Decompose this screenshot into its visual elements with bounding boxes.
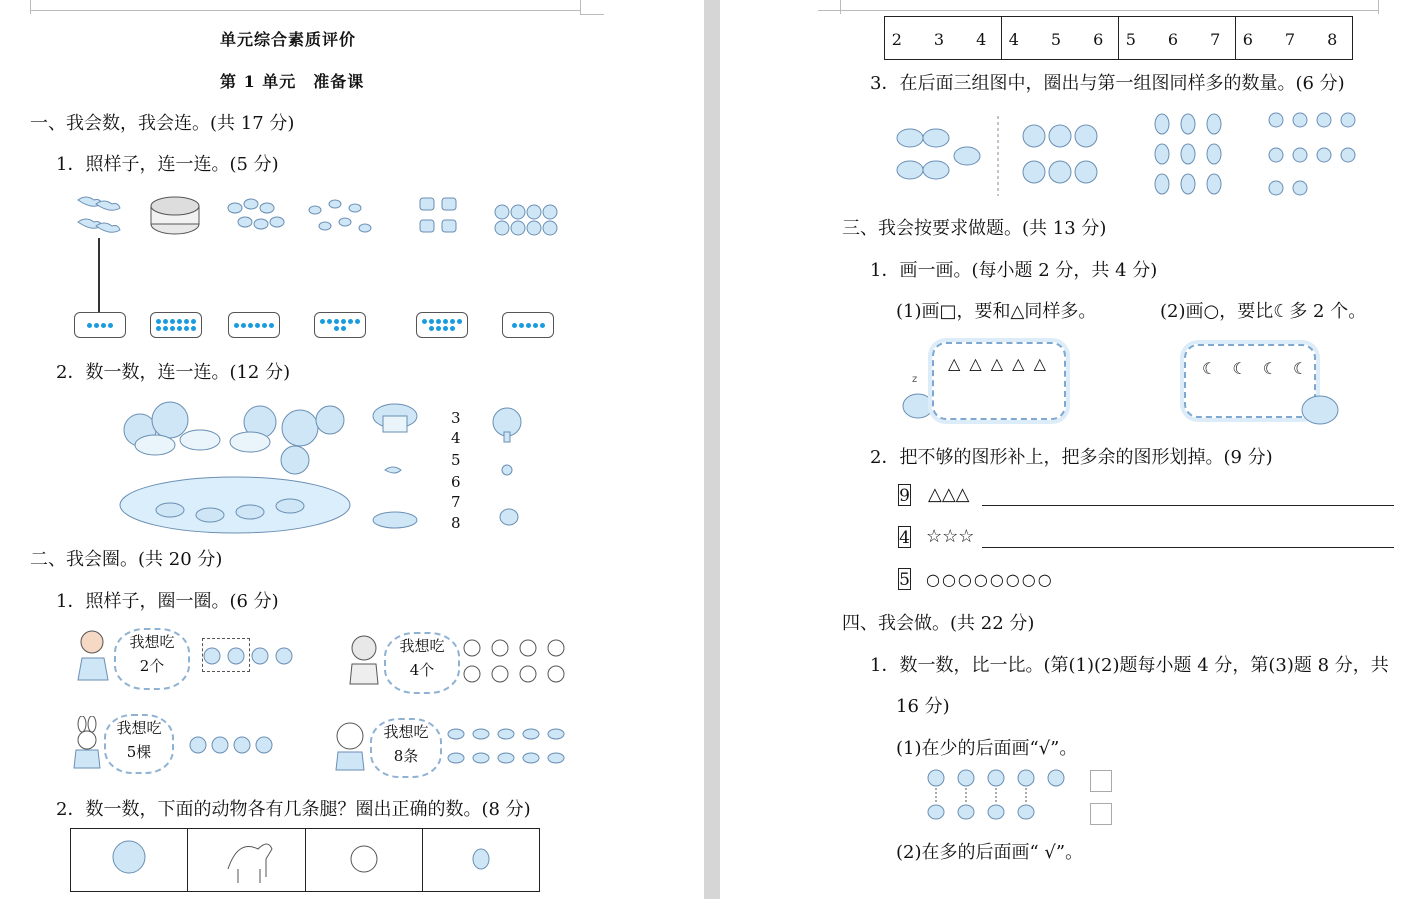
snail-icon [1269,113,1355,195]
answer-line[interactable] [982,505,1394,506]
question-text: (2)画○，要比☾多 2 个。 [1160,301,1367,322]
number-label[interactable]: 7 [451,493,461,511]
target-number: 4 [899,528,910,548]
speech-bubble [384,632,460,694]
svg-text:z: z [912,374,918,385]
triangle-row: △ △ △ △ △ [948,354,1048,373]
question-text: 1．照样子，圈一圈。(6 分) [56,591,279,612]
donut-icon [495,205,557,235]
speech-bubble [114,628,190,690]
chick-icon [502,465,512,475]
question-text: 2．数一数，下面的动物各有几条腿？圈出正确的数。(8 分) [56,799,531,820]
sleeping-animal-icon [900,364,934,426]
page-gutter [704,0,720,899]
rabbit-icon [70,716,104,772]
bubble-text: 我想吃 [116,719,162,737]
shape-row: △△△ [928,484,970,505]
dot-card[interactable] [416,312,468,338]
shape-row: ☆☆☆ [926,526,975,547]
bird-icon [78,197,120,232]
lily-pad-icon [373,512,417,528]
shape-row: ○○○○○○○○ [926,570,1054,589]
question-text: 2．把不够的图形补上，把多余的图形划掉。(9 分) [870,447,1273,468]
table-cell [422,829,539,892]
frog-icon [500,509,518,525]
bubble-text: 我想吃 [383,723,429,741]
legend-icons-right [485,402,535,532]
crop-mark [1378,0,1379,14]
section-heading: 四、我会做。(共 22 分) [842,613,1035,634]
crop-mark [580,14,604,15]
checkbox[interactable] [1090,770,1112,792]
number-choice-table [884,16,1353,60]
cloud-icon [897,129,980,179]
header-rule [30,10,580,11]
number-label[interactable]: 3 [451,409,461,427]
number-label[interactable]: 5 [451,451,461,469]
drawing-frame[interactable] [932,342,1066,420]
beetle-icon [423,829,539,887]
crop-mark [840,0,841,14]
turtle-icon [228,199,284,229]
fish-icon [446,724,572,772]
mushroom-icon [373,404,417,432]
cat-icon [1296,384,1344,428]
number-label[interactable]: 6 [451,473,461,491]
speech-bubble [370,718,442,778]
number-choice[interactable]: 5 6 7 [1119,17,1236,60]
sun-icon [928,770,1064,786]
bubble-text: 4个 [409,661,435,679]
target-number: 9 [899,486,910,506]
left-page [0,0,704,899]
crop-mark [30,0,31,14]
section-heading: 一、我会数，我会连。(共 17 分) [30,113,295,134]
ladybug-icon [306,829,422,887]
question-text: 1．照样子，连一连。(5 分) [56,154,279,175]
question-text: (1)在少的后面画“√”。 [896,738,1078,759]
jellyfish-icon [928,805,1034,819]
answer-line[interactable] [982,547,1394,548]
peach-icon [460,636,572,686]
table-cell [71,829,188,892]
section-heading: 三、我会按要求做题。(共 13 分) [842,218,1107,239]
comparison-groups [894,112,1364,202]
dot-card[interactable] [150,312,202,338]
animal-figure-icon [1155,114,1221,194]
question-text: 3．在后面三组图中，圈出与第一组图同样多的数量。(6 分) [870,73,1345,94]
number-choice[interactable]: 6 7 8 [1236,17,1353,60]
number-column [451,408,465,533]
right-page [720,0,1426,899]
number-choice[interactable]: 2 3 4 [885,17,1002,60]
question-text: (2)在多的后面画“ √”。 [896,842,1084,863]
number-label[interactable]: 8 [451,514,461,532]
dot-card[interactable] [74,312,126,338]
cat-icon [330,718,372,774]
compare-icons [926,766,1076,828]
girl-icon [74,628,114,684]
chick-icon [71,829,187,887]
dot-card[interactable] [314,312,366,338]
horse-icon [188,829,304,887]
dot-card[interactable] [502,312,554,338]
monkey-icon [344,632,384,688]
number-choice[interactable]: 4 5 6 [1002,17,1119,60]
table-cell [188,829,305,892]
unit-title: 第 1 单元 准备课 [220,72,365,91]
question-text: 2．数一数，连一连。(12 分) [56,362,291,383]
question-text: 16 分) [896,696,950,717]
header-rule [818,10,1378,11]
tree-icon [493,408,521,442]
dot-card[interactable] [228,312,280,338]
connecting-line [98,238,100,314]
target-number: 5 [899,570,910,590]
cabbage-icon [188,734,278,756]
bubble-text: 2个 [139,657,165,675]
forest-pond-scene [110,400,360,540]
page-title: 单元综合素质评价 [220,30,357,49]
number-label[interactable]: 4 [451,429,461,447]
question-text: 1．画一画。(每小题 2 分，共 4 分) [870,260,1158,281]
cup-icon [420,198,456,232]
checkbox[interactable] [1090,803,1112,825]
table-cell [305,829,422,892]
candy-icon [309,200,371,232]
bubble-text: 5棵 [126,743,152,761]
ball-icon [1023,125,1097,183]
bubble-text: 我想吃 [129,633,175,651]
crop-mark [580,0,581,14]
apple-icon [202,644,297,668]
animal-legs-table [70,828,540,892]
section-heading: 二、我会圈。(共 20 分) [30,549,223,570]
moon-row: ☾ ☾ ☾ ☾ [1202,359,1308,378]
legend-icons [365,402,425,532]
question-text: 1．数一数，比一比。(第(1)(2)题每小题 4 分，第(3)题 8 分，共 [870,655,1389,676]
question-text: (1)画□，要和△同样多。 [896,301,1097,322]
bubble-text: 我想吃 [399,637,445,655]
speech-bubble [104,714,174,774]
bird-icon [385,467,401,473]
cake-icon [151,197,199,234]
counting-pictures [70,192,570,242]
bubble-text: 8条 [393,747,419,765]
